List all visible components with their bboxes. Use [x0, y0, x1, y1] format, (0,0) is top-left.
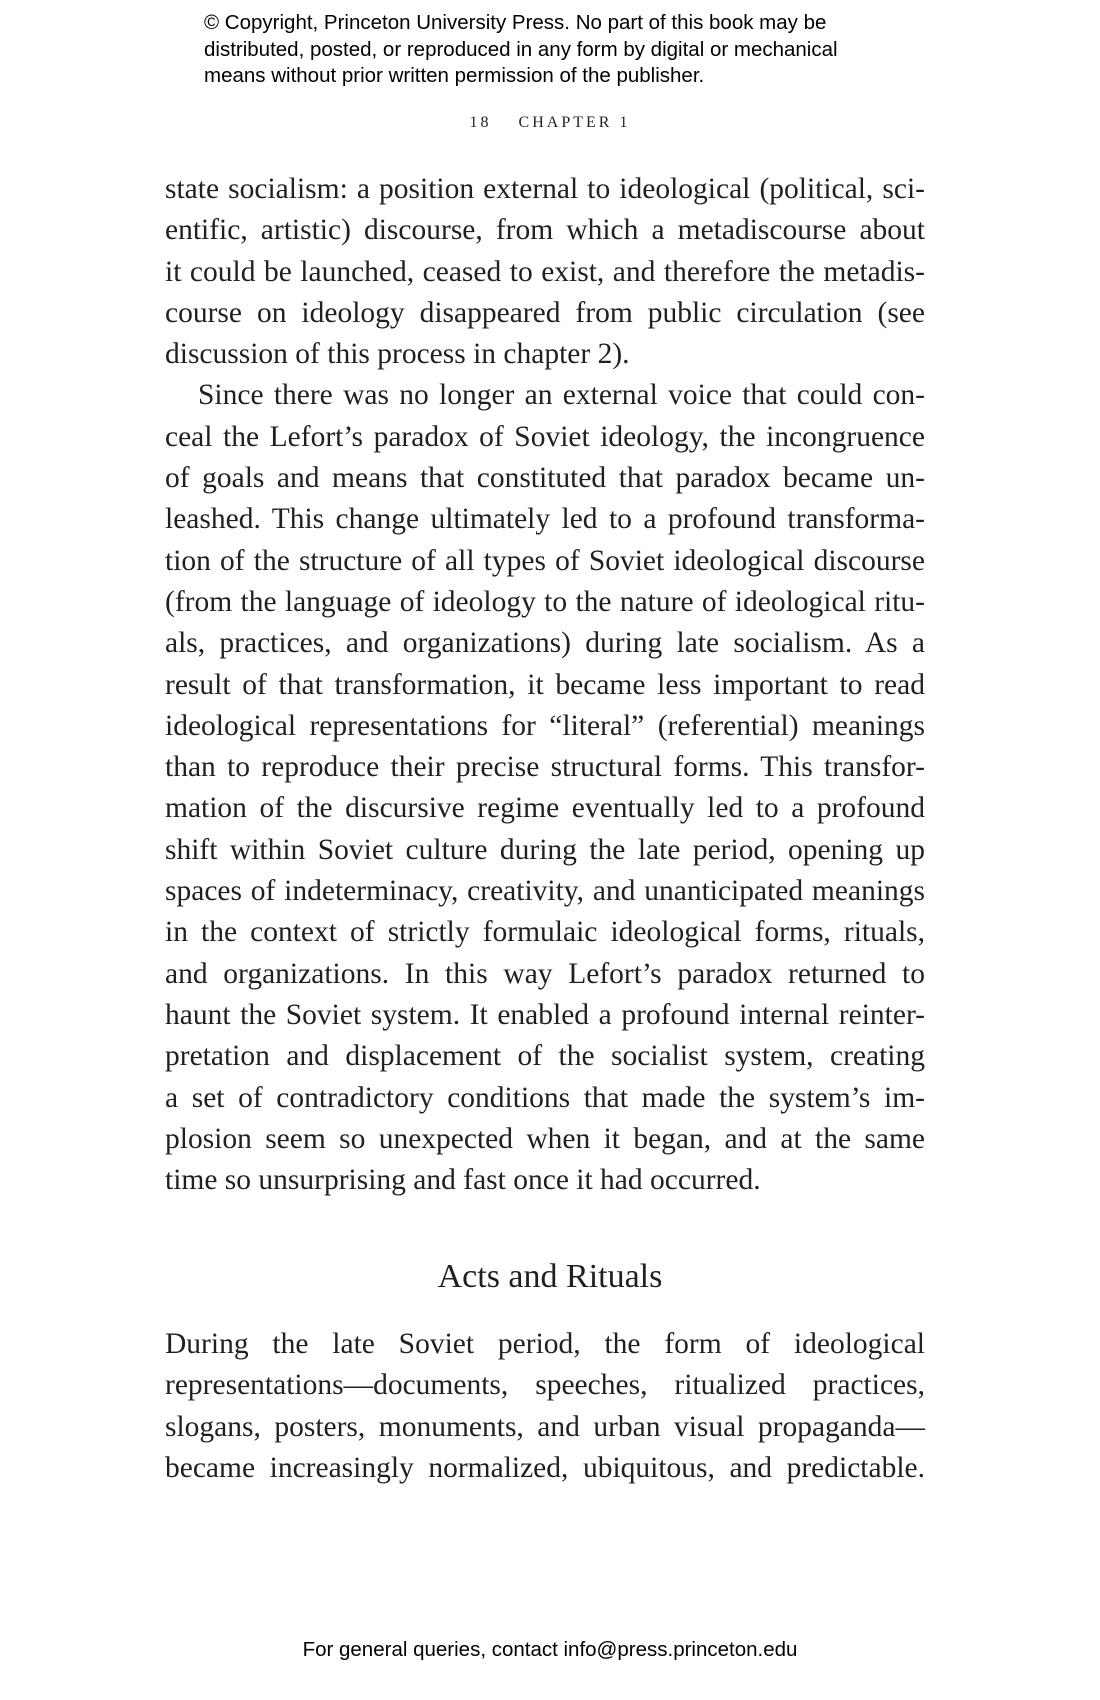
copyright-line: © Copyright, Princeton University Press. No part of this book may be: [204, 11, 827, 34]
text-line: it could be launched, ceased to exist, and therefore the metadis-: [165, 255, 925, 288]
text-line: state socialism: a position external to ideological (political, sci-: [165, 173, 925, 205]
text-line: than to reproduce their precise structural forms. This transfor-: [165, 751, 925, 784]
copyright-notice: [204, 10, 838, 90]
text-line: result of that transformation, it became less important to read: [165, 668, 925, 701]
copyright-line: means without prior written permission of the publisher.: [204, 64, 705, 87]
body-text: [165, 169, 925, 1201]
chapter-label: CHAPTER 1: [518, 114, 631, 131]
section-heading: Acts and Rituals: [437, 1258, 663, 1295]
text-line: of goals and means that constituted that paradox became un-: [165, 462, 925, 495]
text-line: Since there was no longer an external voice that could con-: [198, 379, 925, 412]
text-line: During the late Soviet period, the form of ideological: [165, 1328, 925, 1360]
copyright-line: distributed, posted, or reproduced in any form by digital or mechanical: [204, 37, 838, 61]
text-line: leashed. This change ultimately led to a profound transforma-: [165, 503, 925, 536]
text-line: representations—documents, speeches, ritualized practices,: [165, 1369, 925, 1402]
text-line: shift within Soviet culture during the late period, opening up: [165, 833, 925, 866]
text-line: pretation and displacement of the socialist system, creating: [165, 1040, 925, 1073]
text-line: discussion of this process in chapter 2).: [165, 338, 630, 371]
text-line: a set of contradictory conditions that made the system’s im-: [165, 1081, 925, 1114]
text-line: haunt the Soviet system. It enabled a profound internal reinter-: [165, 998, 925, 1031]
text-line: and organizations. In this way Lefort’s paradox returned to: [165, 957, 925, 990]
text-line: als, practices, and organizations) during late socialism. As a: [165, 627, 925, 660]
text-line: became increasingly normalized, ubiquitous, and predictable.: [165, 1451, 925, 1484]
text-line: plosion seem so unexpected when it began, and at the same: [165, 1122, 925, 1155]
text-line: (from the language of ideology to the nature of ideological ritu-: [165, 585, 925, 618]
text-line: course on ideology disappeared from public circulation (see: [165, 296, 925, 329]
text-line: mation of the discursive regime eventually led to a profound: [165, 792, 925, 825]
paragraph-1: [165, 169, 925, 375]
text-line: in the context of strictly formulaic ideological forms, rituals,: [165, 916, 925, 949]
footer-contact: For general queries, contact info@press.princeton.edu: [302, 1638, 798, 1661]
text-line: spaces of indeterminacy, creativity, and unanticipated meanings: [165, 875, 925, 908]
paragraph-2: [165, 375, 925, 1201]
text-line: ceal the Lefort’s paradox of Soviet ideology, the incongruence: [165, 420, 925, 453]
text-line: entific, artistic) discourse, from which a metadiscourse about: [165, 214, 925, 247]
running-head: [0, 114, 1100, 132]
text-line: slogans, posters, monuments, and urban visual propaganda—: [165, 1410, 925, 1443]
body-text-2: [165, 1324, 925, 1489]
paragraph-3: [165, 1324, 925, 1489]
text-line: ideological representations for “literal” (referential) meanings: [165, 709, 925, 742]
text-line: time so unsurprising and fast once it had occurred.: [165, 1164, 761, 1197]
page-number: 18: [469, 114, 492, 131]
text-line: tion of the structure of all types of Soviet ideological discourse: [165, 544, 925, 577]
